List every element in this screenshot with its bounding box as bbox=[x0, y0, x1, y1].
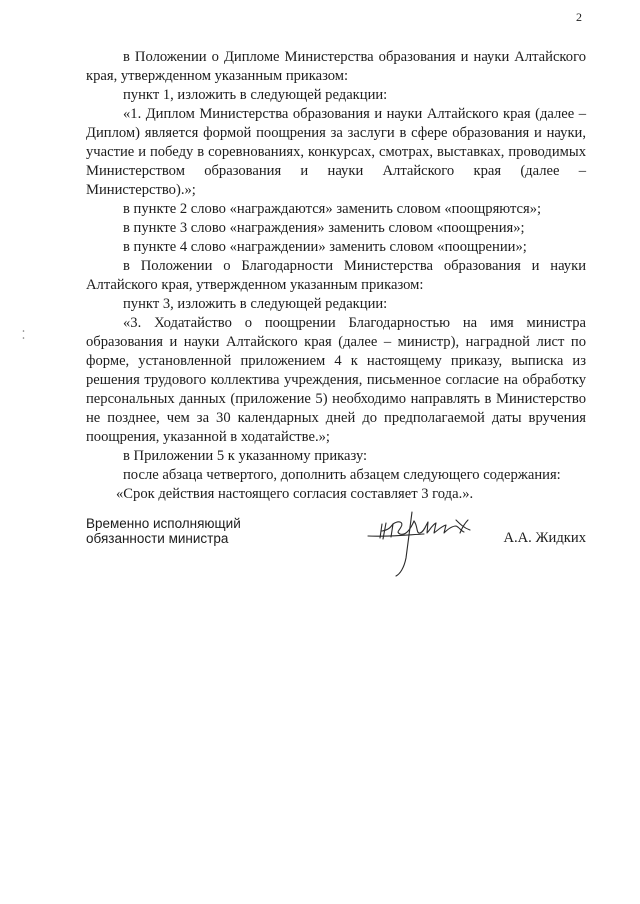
paragraph-point-2-change: в пункте 2 слово «награждаются» заменить словом «поощряются»; bbox=[123, 201, 542, 217]
paragraph-point-3-header: пункт 3, изложить в следующей редакции: bbox=[123, 296, 388, 312]
signer-title-line-2: обязанности министра bbox=[86, 531, 229, 546]
handwritten-signature bbox=[366, 506, 506, 581]
signer-title bbox=[86, 516, 241, 546]
signature-block bbox=[86, 516, 586, 596]
paragraph-point-1-text: «1. Диплом Министерства образования и науки Алтайского края (далее – Диплом) является формой поощрения за заслуги в сфере образования и науки, участие и победу в соревнованиях, конкурсах, смотрах, выставках, проводимых Министерством образования и науки Алтайского края (далее – Министерство).»; bbox=[86, 106, 586, 198]
page-number: 2 bbox=[576, 10, 582, 24]
paragraph-point-1-header: пункт 1, изложить в следующей редакции: bbox=[123, 87, 388, 103]
paragraph-addition: после абзаца четвертого, дополнить абзацем следующего содержания: bbox=[123, 467, 561, 483]
paragraph-point-3-text: «3. Ходатайство о поощрении Благодарностью на имя министра образования и науки Алтайского края (далее – министр), наградной лист по форме, установленной приложением 4 к настоящему приказу, выписка из решения трудового коллектива учреждения, письменное согласие на обработку персональных данных (приложение 5) необходимо направлять в Министерство не позднее, чем за 30 календарных дней до предполагаемой даты вручения поощрения, указанной в ходатайстве.»; bbox=[86, 315, 586, 445]
document-body bbox=[86, 48, 586, 504]
paragraph-gratitude-intro: в Положении о Благодарности Министерства образования и науки Алтайского края, утвержденном указанным приказом: bbox=[86, 258, 586, 293]
paragraph-point-3-change: в пункте 3 слово «награждения» заменить словом «поощрения»; bbox=[123, 220, 525, 236]
paragraph-point-4-change: в пункте 4 слово «награждении» заменить словом «поощрении»; bbox=[123, 239, 527, 255]
signer-name: А.А. Жидких bbox=[503, 530, 586, 546]
paragraph-diploma-intro: в Положении о Дипломе Министерства образования и науки Алтайского края, утвержденном указанным приказом: bbox=[86, 49, 586, 84]
signer-title-line-1: Временно исполняющий bbox=[86, 516, 241, 531]
paragraph-consent-term: «Срок действия настоящего согласия составляет 3 года.». bbox=[116, 486, 474, 502]
paragraph-appendix-5: в Приложении 5 к указанному приказу: bbox=[123, 448, 368, 464]
margin-mark bbox=[22, 328, 25, 340]
